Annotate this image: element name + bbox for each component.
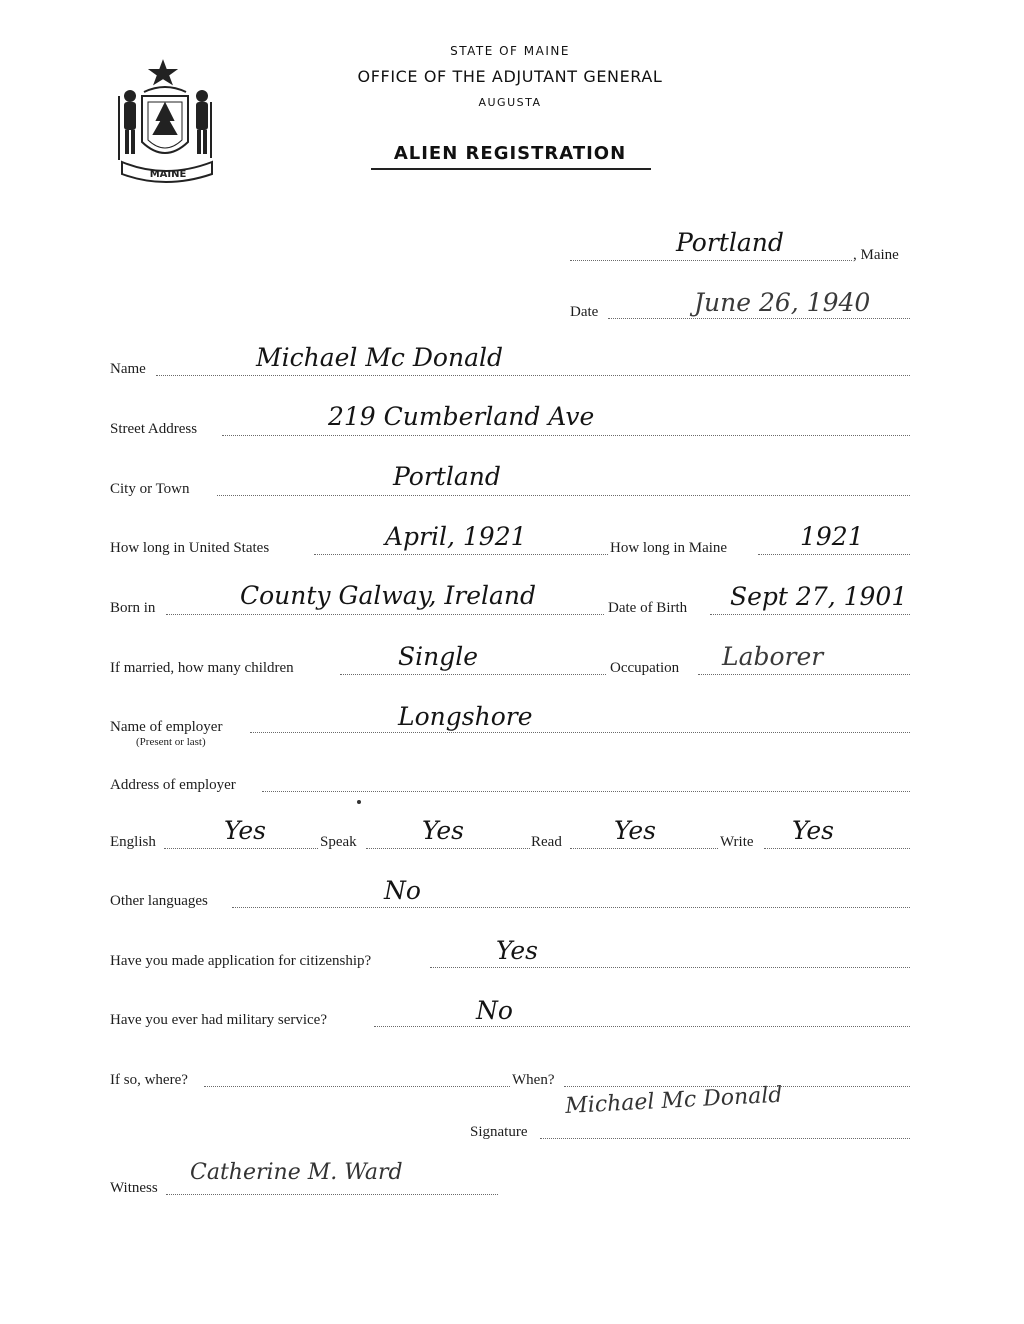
read-label: Read (531, 834, 562, 850)
where-line (204, 1086, 510, 1087)
english-label: English (110, 834, 156, 850)
where-label: If so, where? (110, 1072, 188, 1088)
city-value: Portland (393, 462, 501, 491)
title-underline (371, 168, 651, 170)
other-languages-label: Other languages (110, 893, 208, 909)
born-in-label: Born in (110, 600, 156, 616)
employer-address-label: Address of employer (110, 777, 236, 793)
how-long-maine-line (758, 554, 910, 555)
signature-label: Signature (470, 1124, 528, 1140)
how-long-us-line (314, 554, 608, 555)
name-line (156, 375, 910, 376)
occupation-line (698, 674, 910, 675)
form-title: ALIEN REGISTRATION (393, 143, 627, 164)
witness-label: Witness (110, 1180, 158, 1196)
citizenship-value: Yes (496, 936, 538, 965)
city-line (217, 495, 910, 496)
date-label: Date (570, 304, 599, 320)
name-label: Name (110, 361, 146, 377)
place-line (570, 260, 852, 261)
english-value: Yes (224, 816, 266, 845)
speak-line (366, 848, 530, 849)
when-label: When? (512, 1072, 555, 1088)
seal-banner-text: MAINE (149, 169, 187, 180)
military-label: Have you ever had military service? (110, 1012, 327, 1028)
read-line (570, 848, 718, 849)
employer-line (250, 732, 910, 733)
date-value: June 26, 1940 (694, 288, 871, 317)
office-heading: OFFICE OF THE ADJUTANT GENERAL (357, 67, 663, 86)
city-label: City or Town (110, 481, 190, 497)
how-long-maine-label: How long in Maine (610, 540, 728, 556)
citizenship-label: Have you made application for citizenship? (110, 953, 372, 969)
how-long-maine-value: 1921 (800, 522, 864, 551)
other-languages-value: No (384, 876, 421, 905)
witness-line (166, 1194, 498, 1195)
children-line (340, 674, 606, 675)
seal-star (151, 62, 175, 83)
state-seal-image (108, 56, 230, 186)
date-of-birth-label: Date of Birth (608, 600, 688, 616)
english-line (164, 848, 318, 849)
write-line (764, 848, 910, 849)
employer-value: Longshore (398, 702, 533, 731)
speak-value: Yes (422, 816, 464, 845)
place-value: Portland (676, 228, 784, 257)
signature-line (540, 1138, 910, 1139)
signature-value: Michael Mc Donald (564, 1082, 784, 1119)
citizenship-line (430, 967, 910, 968)
children-value: Single (398, 642, 479, 671)
employer-label: Name of employer (110, 719, 223, 735)
other-languages-line (232, 907, 910, 908)
street-label: Street Address (110, 421, 198, 437)
date-of-birth-line (710, 614, 910, 615)
children-label: If married, how many children (110, 660, 294, 676)
born-in-line (166, 614, 604, 615)
write-value: Yes (792, 816, 834, 845)
date-line (608, 318, 910, 319)
born-in-value: County Galway, Ireland (240, 581, 536, 610)
employer-sublabel: (Present or last) (136, 736, 206, 748)
military-value: No (476, 996, 513, 1025)
city-heading: AUGUSTA (478, 96, 542, 109)
ink-speck (357, 800, 361, 804)
street-line (222, 435, 910, 436)
name-value: Michael Mc Donald (256, 343, 503, 372)
street-value: 219 Cumberland Ave (328, 402, 595, 431)
how-long-us-value: April, 1921 (385, 522, 527, 551)
date-of-birth-value: Sept 27, 1901 (730, 582, 908, 611)
place-suffix: , Maine (853, 247, 899, 263)
read-value: Yes (614, 816, 656, 845)
write-label: Write (720, 834, 754, 850)
military-line (374, 1026, 910, 1027)
occupation-label: Occupation (610, 660, 680, 676)
employer-address-line (262, 791, 910, 792)
how-long-us-label: How long in United States (110, 540, 270, 556)
occupation-value: Laborer (722, 642, 824, 671)
speak-label: Speak (320, 834, 357, 850)
state-heading: STATE OF MAINE (450, 44, 570, 58)
witness-value: Catherine M. Ward (190, 1160, 403, 1185)
